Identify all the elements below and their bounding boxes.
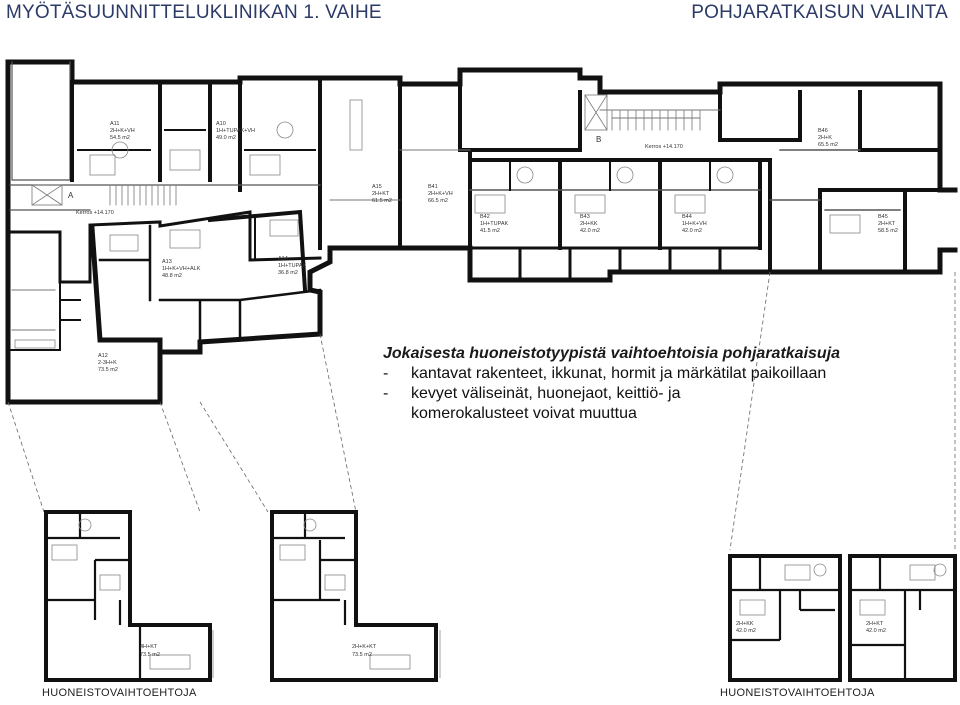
apt-a13-code: A13 — [162, 259, 172, 265]
apt-b43-area: 42.0 m2 — [580, 228, 600, 234]
apt-a11-code: A11 — [110, 121, 120, 127]
apt-b42-area: 41.5 m2 — [480, 228, 500, 234]
apt-a15-code: A15 — [372, 184, 382, 190]
apt-b41-type: 2H+K+VH — [428, 191, 453, 197]
alternative-plan-1 — [46, 512, 213, 680]
apt-b46-code: B46 — [818, 128, 828, 134]
apt-b41-code: B41 — [428, 184, 438, 190]
bullet-text: kantavat rakenteet, ikkunat, hormit ja märkätilat paikoillaan — [411, 365, 827, 382]
apt-a14-type: 1H+TUPAK — [278, 263, 307, 269]
alt4-area: 42.0 m2 — [866, 628, 886, 634]
apt-a13-type: 1H+K+VH+ALK — [162, 266, 201, 272]
apt-b42-code: B42 — [480, 214, 490, 220]
apt-b46-area: 65.5 m2 — [818, 142, 838, 148]
level-label-a: Kerros +14.170 — [76, 210, 114, 216]
apt-a12-type: 2-3H+K — [98, 360, 117, 366]
info-bullet-2 — [383, 384, 840, 424]
apt-a12-code: A12 — [98, 353, 108, 359]
apt-b45-area: 58.5 m2 — [878, 228, 898, 234]
info-text-block — [383, 344, 840, 424]
apt-a10-area: 49.0 m2 — [216, 135, 236, 141]
page-title-left: MYÖTÄSUUNNITTELUKLINIKAN 1. VAIHE — [6, 2, 382, 23]
alt1-area: 73.5 m2 — [140, 652, 160, 658]
page-title-right: POHJARATKAISUN VALINTA — [691, 2, 948, 23]
apt-b45-code: B45 — [878, 214, 888, 220]
apt-a10-type: 1H+TUPAK+VH — [216, 128, 256, 134]
alt3-area: 42.0 m2 — [736, 628, 756, 634]
alt2-type: 2H+K+KT — [352, 644, 377, 650]
alt1-type: 4H+KT — [140, 644, 158, 650]
apt-a15-type: 2H+KT — [372, 191, 390, 197]
apt-a11-type: 2H+K+VH — [110, 128, 135, 134]
stair-label-b: B — [596, 135, 602, 144]
alt4-type: 2H+KT — [866, 621, 884, 627]
alternative-plan-4 — [850, 556, 955, 680]
apt-b44-area: 42.0 m2 — [682, 228, 702, 234]
apt-b43-type: 2H+KK — [580, 221, 598, 227]
info-bullet-1 — [383, 364, 840, 384]
apt-b46-type: 2H+K — [818, 135, 832, 141]
bullet-text: kevyet väliseinät, huonejaot, keittiö- ja komerokalusteet voivat muuttua — [411, 385, 681, 422]
apt-b44-type: 1H+K+VH — [682, 221, 707, 227]
apt-a14-code: A14 — [278, 256, 288, 262]
stair-label-a: A — [68, 191, 74, 200]
alt3-type: 2H+KK — [736, 621, 754, 627]
apt-b41-area: 66.5 m2 — [428, 198, 448, 204]
bullet-dash: - — [383, 365, 389, 382]
apt-a14-area: 36.8 m2 — [278, 270, 298, 276]
caption-right: HUONEISTOVAIHTOEHTOJA — [720, 687, 875, 699]
apt-b42-type: 1H+TUPAK — [480, 221, 509, 227]
info-heading: Jokaisesta huoneistotyypistä vaihtoehtoisia pohjaratkaisuja — [383, 345, 841, 362]
apt-b45-type: 2H+KT — [878, 221, 896, 227]
bullet-dash: - — [383, 385, 389, 402]
level-label-b: Kerros +14.170 — [645, 144, 683, 150]
apt-a13-area: 48.8 m2 — [162, 273, 182, 279]
apt-a10-code: A10 — [216, 121, 226, 127]
caption-left: HUONEISTOVAIHTOEHTOJA — [42, 687, 197, 699]
apt-b44-code: B44 — [682, 214, 692, 220]
apt-a15-area: 61.5 m2 — [372, 198, 392, 204]
apt-a11-area: 54.5 m2 — [110, 135, 130, 141]
apt-a12-area: 73.5 m2 — [98, 367, 118, 373]
alternative-plan-3 — [730, 556, 840, 680]
alt2-area: 73.5 m2 — [352, 652, 372, 658]
apt-b43-code: B43 — [580, 214, 590, 220]
